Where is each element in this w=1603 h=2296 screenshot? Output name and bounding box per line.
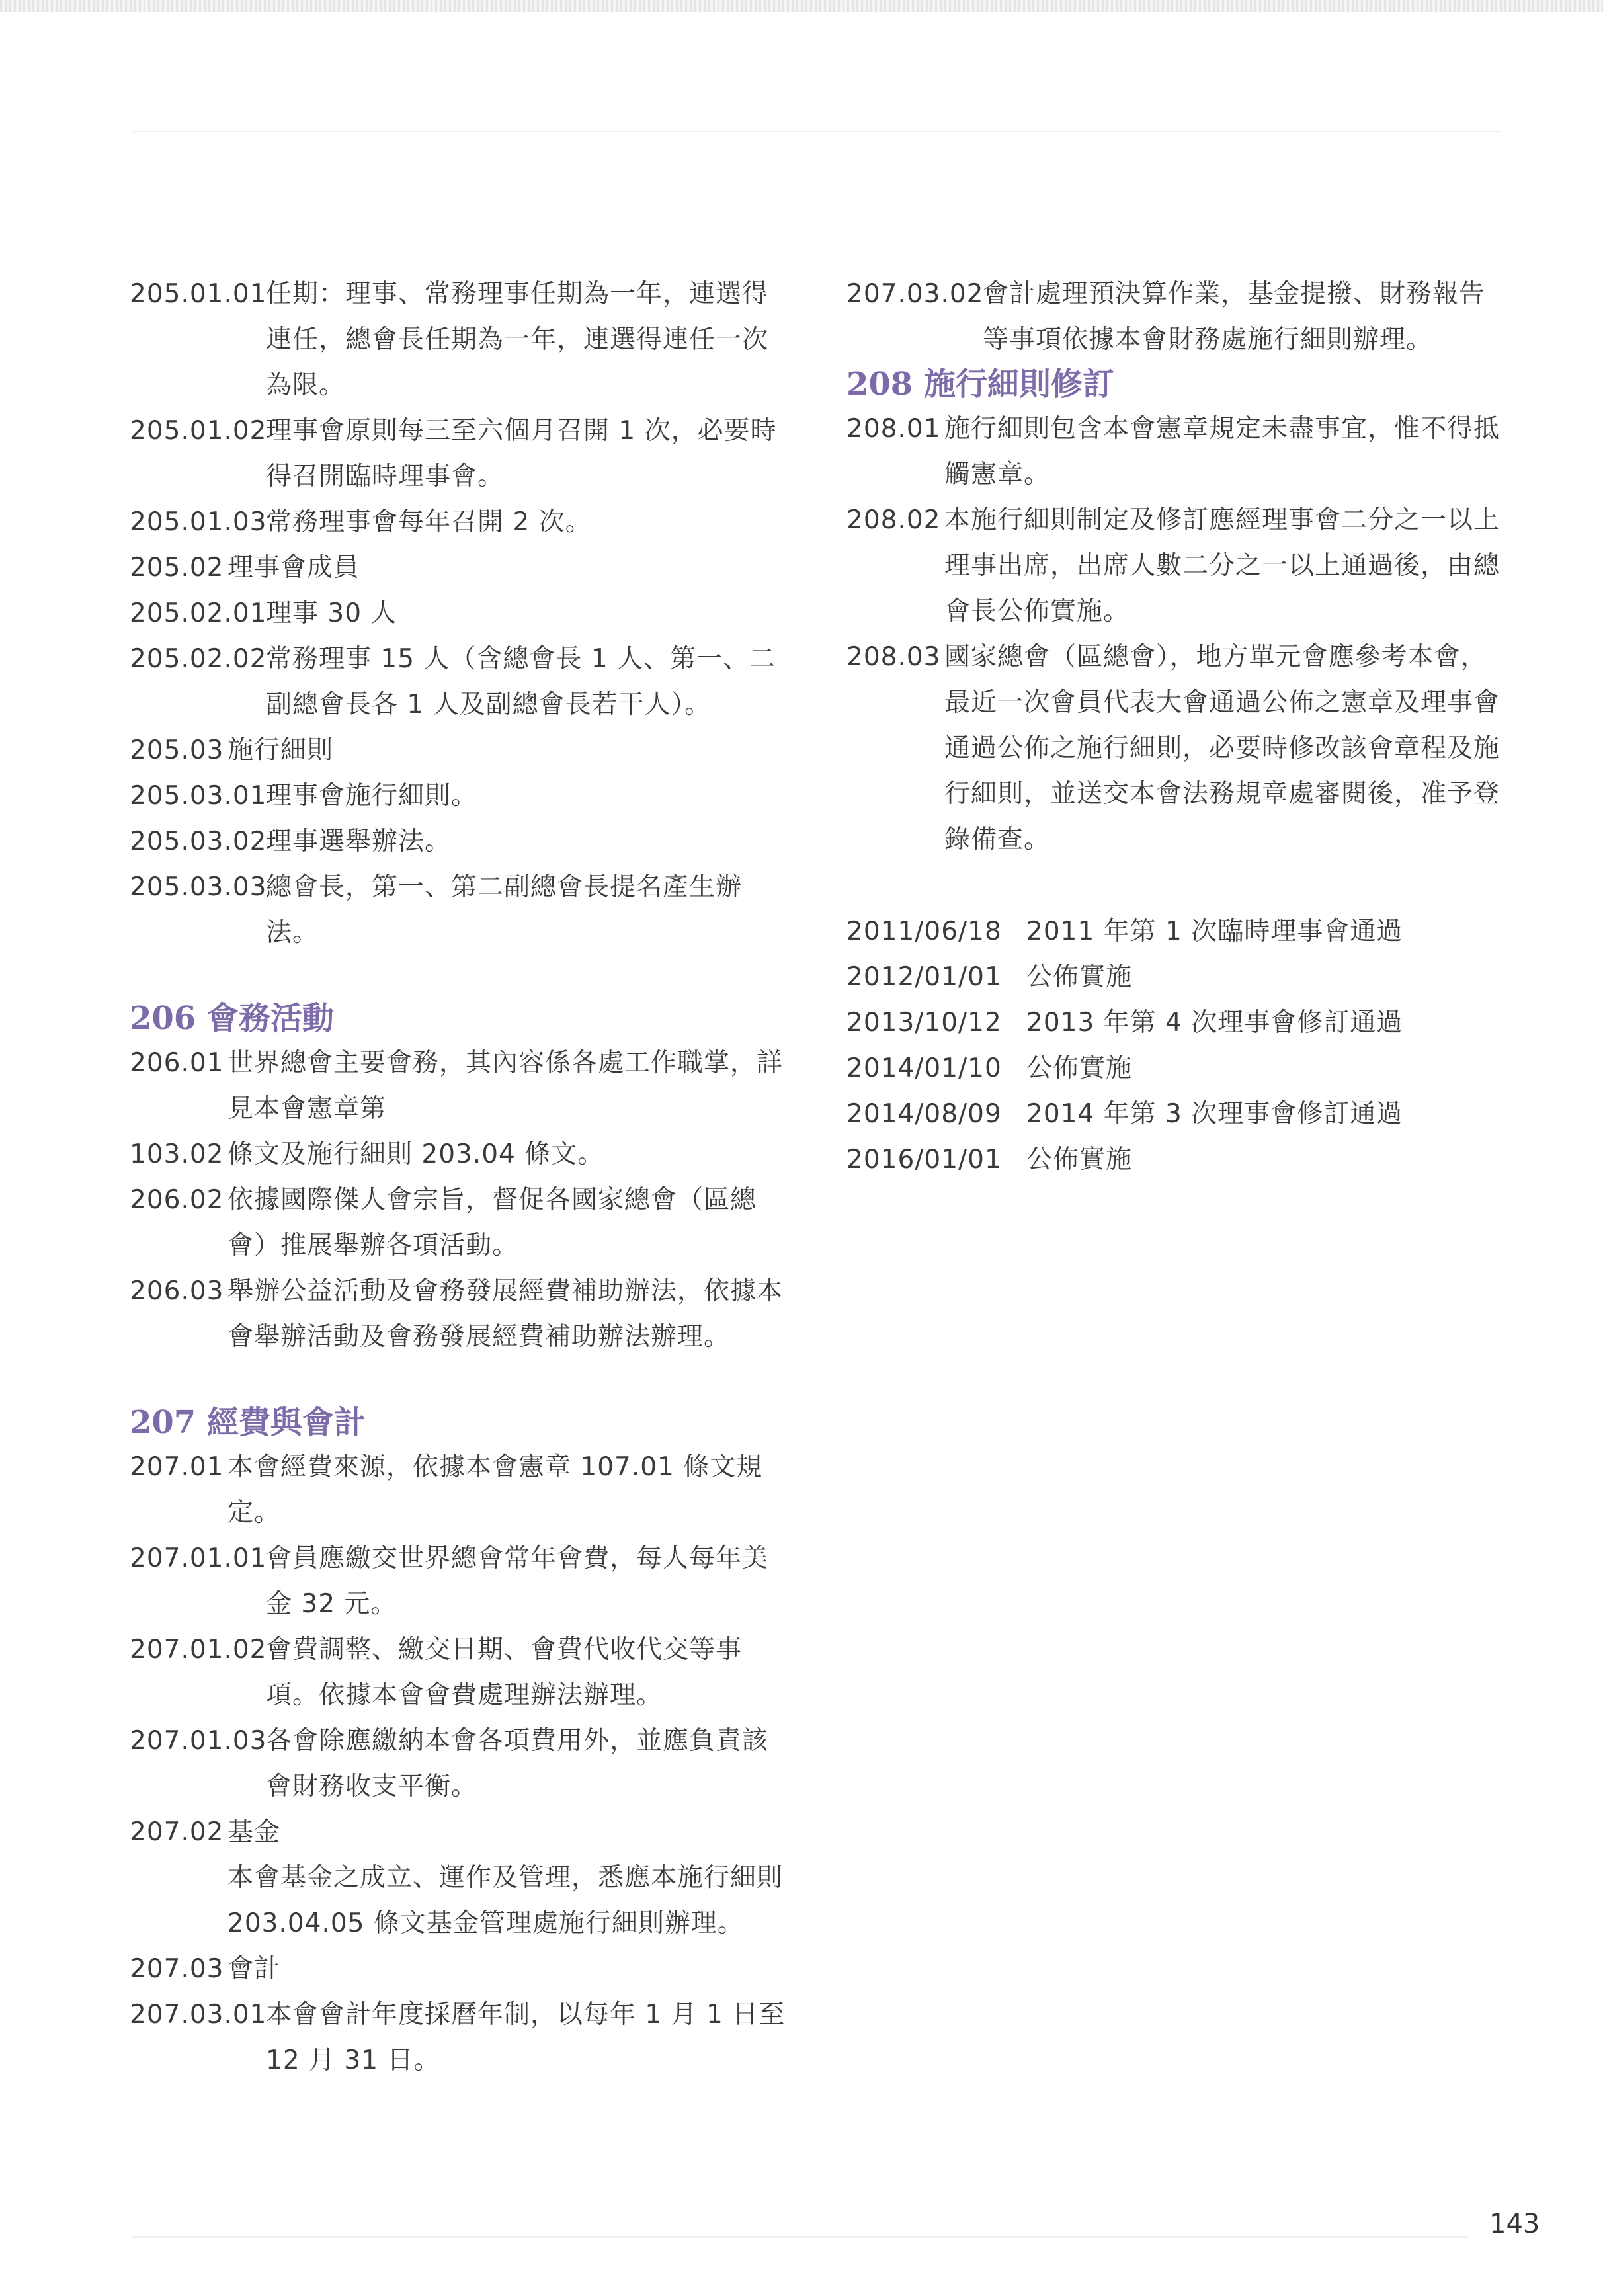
clause-text: 施行細則包含本會憲章規定未盡事宜，惟不得抵觸憲章。 [944, 414, 1500, 489]
history-date: 2016/01/01 [846, 1145, 1002, 1174]
history-note: 2014 年第 3 次理事會修訂通過 [1026, 1099, 1403, 1129]
section-208-items [846, 406, 1508, 862]
clause-item [130, 1855, 791, 1946]
clause-item [130, 1718, 791, 1809]
article-205-items [130, 271, 791, 956]
clause-number: 207.01.03 [130, 1726, 267, 1756]
clause-item [130, 1444, 791, 1536]
clause-text: 本會基金之成立、運作及管理，悉應本施行細則 203.04.05 條文基金管理處施行細則辦理。 [227, 1863, 784, 1938]
clause-text: 理事 30 人 [266, 598, 397, 628]
clause-number: 103.02 [130, 1139, 224, 1169]
clause-number: 205.03.02 [130, 827, 267, 856]
clause-text: 本施行細則制定及修訂應經理事會二分之一以上理事出席，出席人數二分之一以上通過後，由總會長公佈實施。 [944, 505, 1500, 626]
clause-number: 207.03.02 [846, 279, 984, 309]
revision-history [846, 909, 1508, 1182]
history-date: 2011/06/18 [846, 917, 1002, 946]
clause-item [130, 1131, 791, 1177]
clause-number: 208.03 [846, 642, 941, 672]
clause-item [130, 1268, 791, 1360]
clause-item [130, 727, 791, 773]
clause-number: 207.01 [130, 1452, 224, 1482]
clause-text: 各會除應繳納本會各項費用外，並應負責該會財務收支平衡。 [266, 1726, 769, 1801]
clause-item [130, 271, 791, 408]
clause-number: 206.03 [130, 1276, 224, 1306]
clause-text: 基金 [227, 1817, 281, 1847]
history-row [846, 909, 1508, 954]
clause-text: 理事會成員 [227, 553, 360, 583]
clause-number: 206.02 [130, 1185, 224, 1215]
header-rule [132, 131, 1501, 132]
clause-text: 依據國際傑人會宗旨，督促各國家總會（區總會）推展舉辦各項活動。 [227, 1185, 757, 1260]
clause-item [130, 773, 791, 819]
clause-number: 205.03 [130, 735, 224, 765]
clause-item [130, 1809, 791, 1855]
clause-item [130, 864, 791, 956]
clause-item [130, 545, 791, 591]
clause-text: 施行細則 [227, 735, 334, 765]
clause-text: 世界總會主要會務，其內容係各處工作職掌，詳見本會憲章第 [227, 1048, 784, 1124]
clause-number: 205.02.01 [130, 598, 267, 628]
footer-rule [132, 2236, 1468, 2238]
scan-edge-strip [0, 0, 1603, 12]
clause-item [130, 591, 791, 636]
clause-item [130, 1992, 791, 2083]
clause-item [130, 1536, 791, 1627]
clause-number: 205.03.01 [130, 781, 267, 811]
history-date: 2014/01/10 [846, 1053, 1002, 1083]
history-note: 2011 年第 1 次臨時理事會通過 [1026, 917, 1403, 946]
history-row [846, 954, 1508, 1000]
article-207-continued [846, 271, 1508, 362]
clause-number: 205.02.02 [130, 644, 267, 674]
history-row [846, 1091, 1508, 1137]
clause-text: 會費調整、繳交日期、會費代收代交等事項。依據本會會費處理辦法辦理。 [266, 1635, 743, 1710]
clause-number: 207.03.01 [130, 2000, 267, 2030]
clause-text: 國家總會（區總會），地方單元會應參考本會，最近一次會員代表大會通過公佈之憲章及理事會通過公佈之施行細則，必要時修改該會章程及施行細則，並送交本會法務規章處審閱後，准予登錄備查。 [944, 642, 1500, 854]
history-note: 公佈實施 [1026, 962, 1133, 992]
section-heading-208: 208 施行細則修訂 [846, 366, 1114, 403]
clause-number: 205.02 [130, 553, 224, 583]
clause-text: 常務理事會每年召開 2 次。 [266, 507, 592, 537]
page-number: 143 [1489, 2209, 1540, 2239]
section-206-items [130, 1040, 791, 1360]
clause-text: 會計 [227, 1954, 281, 1984]
clause-text: 條文及施行細則 203.04 條文。 [227, 1139, 604, 1169]
clause-text: 舉辦公益活動及會務發展經費補助辦法，依據本會舉辦活動及會務發展經費補助辦法辦理。 [227, 1276, 784, 1352]
section-207-items [130, 1444, 791, 2083]
clause-number: 208.01 [846, 414, 941, 444]
clause-text: 理事會施行細則。 [266, 781, 478, 811]
clause-number: 207.03 [130, 1954, 224, 1984]
clause-item [130, 1946, 791, 1992]
history-date: 2012/01/01 [846, 962, 1002, 992]
clause-number: 206.01 [130, 1048, 224, 1078]
clause-text: 本會經費來源，依據本會憲章 107.01 條文規定。 [227, 1452, 763, 1528]
clause-item [130, 819, 791, 864]
clause-item [130, 499, 791, 545]
clause-item [130, 1627, 791, 1718]
clause-text: 任期：理事、常務理事任期為一年，連選得連任，總會長任期為一年，連選得連任一次為限。 [266, 279, 769, 400]
clause-item [846, 271, 1508, 362]
clause-number: 207.01.02 [130, 1635, 267, 1664]
clause-text: 理事選舉辦法。 [266, 827, 452, 856]
right-column [846, 271, 1508, 1182]
clause-number: 207.01.01 [130, 1543, 267, 1573]
clause-text: 會員應繳交世界總會常年會費，每人每年美金 32 元。 [266, 1543, 769, 1619]
clause-item [846, 634, 1508, 862]
history-note: 公佈實施 [1026, 1145, 1133, 1174]
history-row [846, 1046, 1508, 1091]
clause-item [130, 636, 791, 727]
clause-number: 207.02 [130, 1817, 224, 1847]
clause-text: 會計處理預決算作業，基金提撥、財務報告等事項依據本會財務處施行細則辦理。 [983, 279, 1486, 354]
clause-item [130, 408, 791, 499]
clause-text: 總會長，第一、第二副總會長提名產生辦法。 [266, 872, 743, 948]
clause-item [846, 497, 1508, 634]
left-column [130, 271, 791, 2083]
history-row [846, 1137, 1508, 1182]
clause-number [130, 1855, 227, 1946]
clause-text: 本會會計年度採曆年制，以每年 1 月 1 日至 12 月 31 日。 [266, 2000, 786, 2075]
history-note: 2013 年第 4 次理事會修訂通過 [1026, 1008, 1403, 1038]
section-heading-206: 206 會務活動 [130, 1000, 334, 1037]
clause-text: 常務理事 15 人（含總會長 1 人、第一、二副總會長各 1 人及副總會長若干人）。 [266, 644, 776, 719]
clause-number: 205.01.02 [130, 416, 267, 446]
history-row [846, 1000, 1508, 1046]
clause-item [130, 1177, 791, 1268]
clause-text: 理事會原則每三至六個月召開 1 次，必要時得召開臨時理事會。 [266, 416, 777, 491]
history-date: 2014/08/09 [846, 1099, 1002, 1129]
clause-number: 208.02 [846, 505, 941, 535]
clause-number: 205.01.03 [130, 507, 267, 537]
clause-item [846, 406, 1508, 497]
clause-number: 205.01.01 [130, 279, 267, 309]
history-note: 公佈實施 [1026, 1053, 1133, 1083]
section-heading-207: 207 經費與會計 [130, 1404, 366, 1441]
clause-item [130, 1040, 791, 1131]
clause-number: 205.03.03 [130, 872, 267, 902]
history-date: 2013/10/12 [846, 1008, 1002, 1038]
